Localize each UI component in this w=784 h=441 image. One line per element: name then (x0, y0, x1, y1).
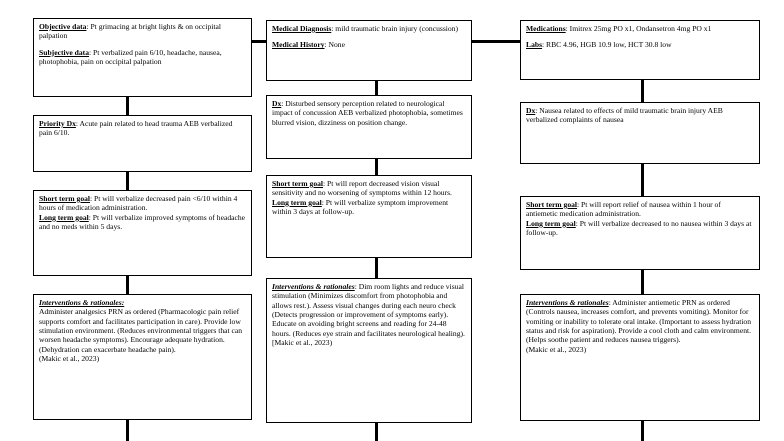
short-goal-text: : Pt will report decreased vision visual sensitivity and no worsening of symptoms within 12 hours. (272, 179, 452, 198)
citation: [Makic et al., 2023) (272, 337, 333, 347)
interventions-text: : Dim room lights and reduce visual stimulation (Minimizes discomfort from photophobia and allows rest.). Assess visual changes during each neuro check (Detects progression or improvement of symptoms early). Educate on avoiding bright screens and reading for 24-48 hours. (Reduces eye strain and facilitates neurological healing). (272, 282, 465, 338)
priority-label: Priority Dx (39, 119, 76, 128)
priority-text: : Acute pain related to head trauma AEB verbalized pain 6/10. (39, 119, 233, 138)
interventions-box-col2 (266, 278, 472, 423)
dx-text: : Disturbed sensory perception related to neurological impact of concussion AEB verbalized photophobia, sometimes blurred vision, dizziness on position change. (272, 99, 463, 127)
long-goal-label: Long term goal (39, 212, 89, 222)
dx-box-col2 (266, 95, 472, 159)
interventions-label: Interventions & rationales (272, 282, 355, 291)
dx-label: Dx (526, 106, 536, 115)
dx-text: : Nausea related to effects of mild traumatic brain injury AEB verbalized complaints of nausea (526, 106, 723, 125)
meds-labs-box (520, 20, 760, 80)
objective-data (39, 22, 246, 41)
interventions-text: Administer analgesics PRN as ordered (Pharmacologic pain relief supports comfort and facilitates participation in care). Provide low stimulation environment. (Reduces environmental triggers that can worsen headache symptoms). Encourage adequate hydration. (Dehydration can exacerbate headache pain). (39, 307, 243, 354)
interventions-text: : Administer antiemetic PRN as ordered (Controls nausea, increases comfort, and prevents vomiting). Monitor for vomiting or inability to tolerate oral intake. (Important to assess hydration status and risk for aspiration). Provide a cool cloth and calm environment. (Helps soothe patient and reduces nausea triggers). (526, 298, 752, 345)
medical-history-label: Medical History (272, 40, 325, 50)
subjective-label: Subjective data (39, 47, 89, 57)
connector-v-col2-4 (375, 423, 378, 441)
connector-v-col3-4 (641, 421, 644, 441)
interventions-box-col1 (33, 294, 252, 420)
interventions-box-col3 (520, 294, 760, 421)
medications-text: : Imitrex 25mg PO x1, Ondansetron 4mg PO x1 (565, 24, 712, 33)
connector-v-col3-1 (641, 80, 644, 102)
objective-label: Objective data (39, 22, 87, 31)
citation: (Makic et al., 2023) (39, 353, 100, 363)
subjective-text: : Pt verbalized pain 6/10, headache, nausea, photophobia, pain on occipital palpation (39, 47, 222, 66)
connector-h-right (472, 40, 520, 43)
connector-v-col1-4 (126, 420, 129, 441)
subjective-data (39, 48, 246, 67)
short-goal-label: Short term goal (272, 179, 324, 188)
objective-text: : Pt grimacing at bright lights & on occipital palpation (39, 22, 222, 41)
citation: (Makic et al., 2023) (526, 344, 587, 354)
goals-box-col1 (33, 190, 252, 276)
medications-label: Medications (526, 24, 566, 33)
connector-v-col2-1 (375, 81, 378, 95)
priority-dx-box (33, 115, 252, 172)
medical-history-text: : None (324, 40, 345, 50)
labs-text: : RBC 4.96, HGB 10.9 low, HCT 30.8 low (542, 40, 672, 50)
dx-box-col3 (520, 102, 760, 164)
short-goal-label: Short term goal (526, 200, 578, 209)
goals-box-col3 (520, 196, 760, 270)
connector-v-col1-3 (126, 276, 129, 294)
assessment-data-box (33, 18, 252, 97)
connector-v-col1-1 (126, 97, 129, 115)
connector-v-col2-3 (375, 258, 378, 278)
long-goal-label: Long term goal (272, 197, 322, 207)
goals-box-col2 (266, 175, 472, 258)
connector-v-col3-2 (641, 164, 644, 196)
long-goal-text: : Pt will verbalize decreased to no nausea within 3 days at follow-up. (526, 218, 752, 237)
short-goal-text: : Pt will report relief of nausea within 1 hour of antiemetic medication administration. (526, 200, 721, 219)
interventions-label: Interventions & rationales (526, 298, 609, 307)
short-goal-label: Short term goal (39, 194, 91, 203)
labs-label: Labs (526, 40, 543, 50)
connector-h-left (252, 40, 266, 43)
medical-dx-box (266, 20, 472, 81)
long-goal-text: : Pt will verbalize improved symptoms of headache and no meds within 5 days. (39, 212, 246, 231)
connector-v-col2-2 (375, 159, 378, 175)
long-goal-label: Long term goal (526, 218, 576, 228)
medical-diagnosis-label: Medical Diagnosis (272, 24, 332, 33)
dx-label: Dx (272, 99, 282, 108)
interventions-label: Interventions & rationales: (39, 298, 125, 307)
connector-v-col3-3 (641, 270, 644, 294)
medical-diagnosis-text: : mild traumatic brain injury (concussion) (331, 24, 459, 33)
short-goal-text: : Pt will verbalize decreased pain <6/10 within 4 hours of medication administration. (39, 194, 238, 213)
long-goal-text: : Pt will verbalize symptom improvement within 3 days at follow-up. (272, 197, 449, 216)
connector-v-col1-2 (126, 172, 129, 190)
